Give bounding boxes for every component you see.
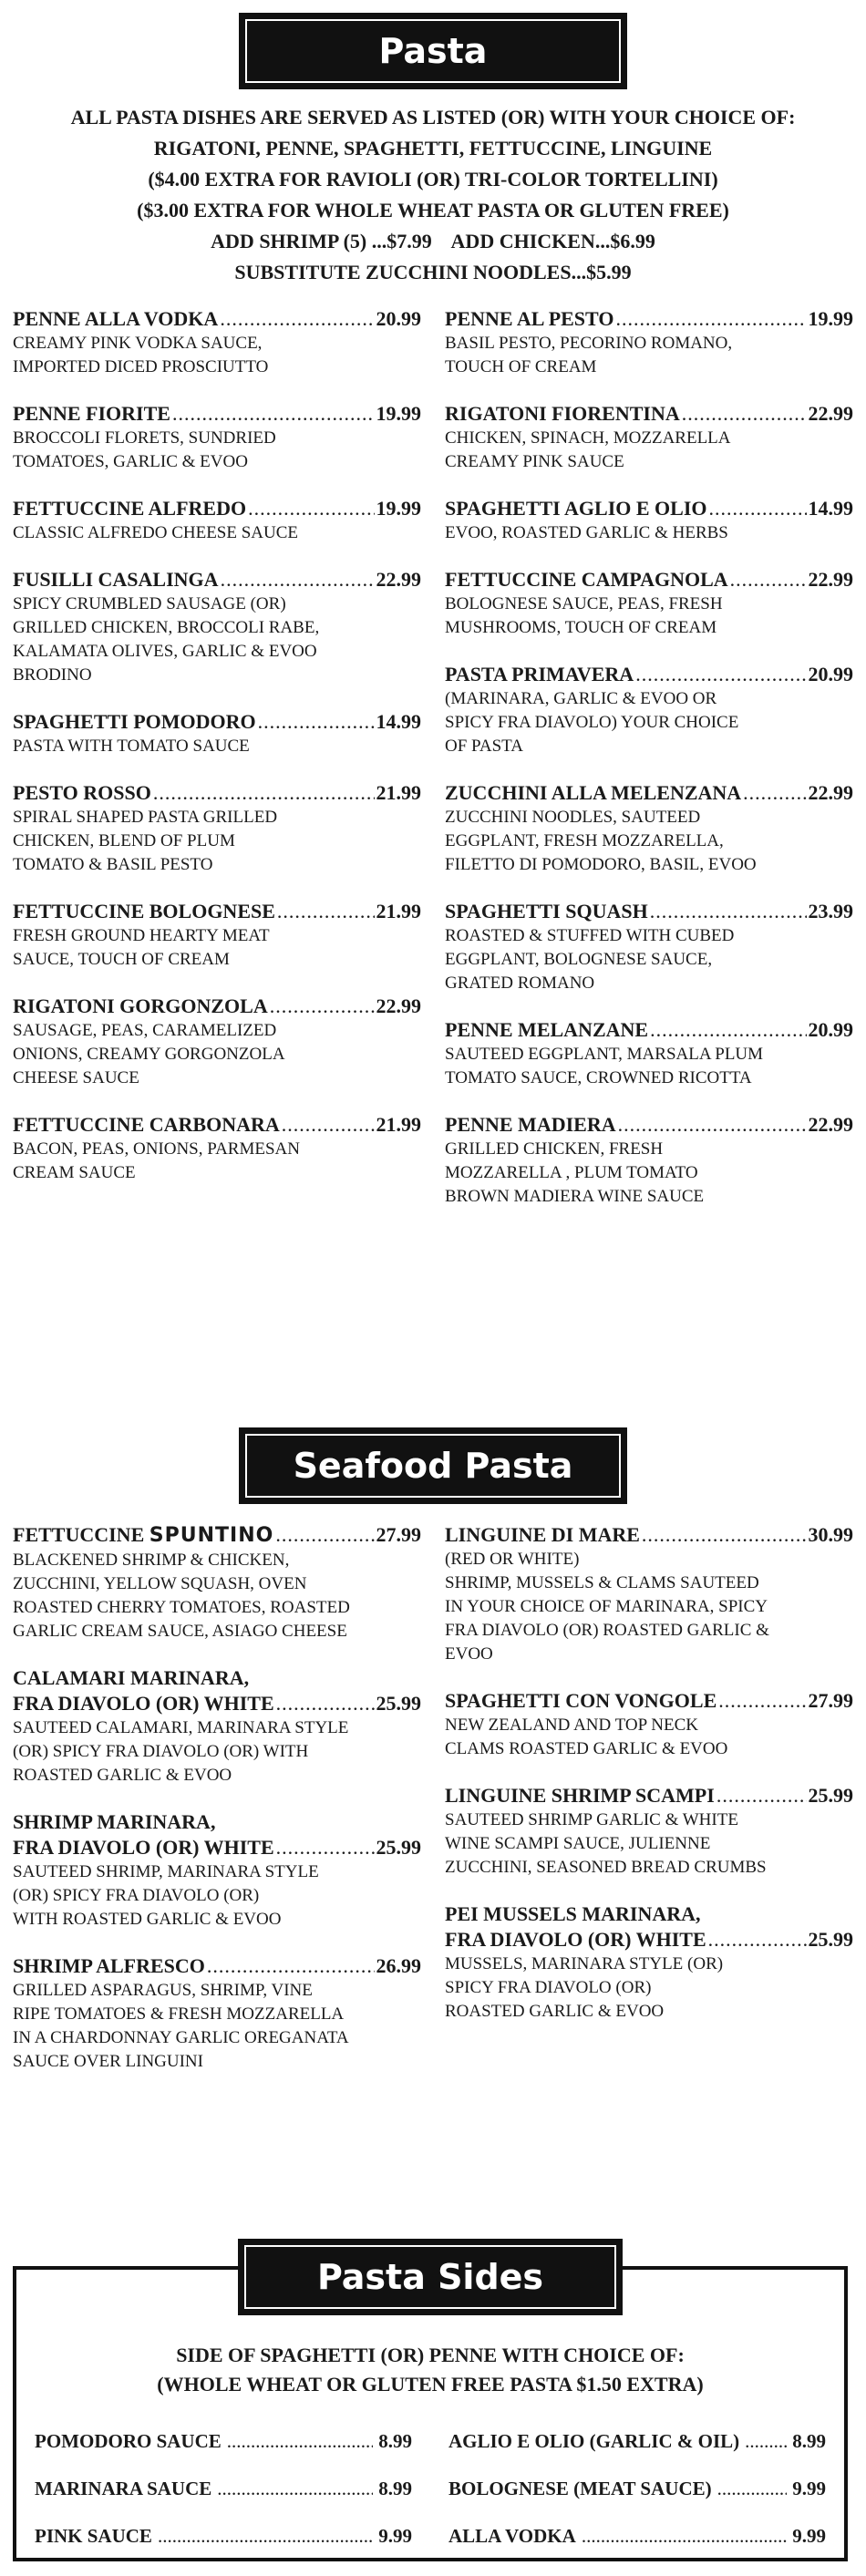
menu-item-description: GARLIC CREAM SAUCE, ASIAGO CHEESE [13,1622,347,1641]
menu-item-description: SPICY FRA DIAVOLO (OR) [445,1978,652,1997]
menu-item-header [13,1522,421,1549]
side-item-name: BOLOGNESE (MEAT SAUCE) [448,2478,712,2499]
menu-item-description: SAUCE OVER LINGUINI [13,2052,203,2071]
sides-right-column [448,2417,826,2560]
menu-item-name-line1: CALAMARI MARINARA, [13,1666,250,1689]
menu-item-description: CHICKEN, BLEND OF PLUM [13,831,235,850]
menu-item-header [445,401,853,427]
menu-item-name-text: FETTUCCINE [13,1523,145,1546]
menu-item [445,1901,853,2024]
menu-item-price: 19.99 [808,307,853,330]
menu-item-description: BROCCOLI FLORETS, SUNDRIED [13,428,276,448]
side-item [448,2465,826,2512]
menu-item-name-line1: SHRIMP MARINARA, [13,1810,216,1833]
menu-item-description: CLASSIC ALFREDO CHEESE SAUCE [13,523,299,542]
leader-dots [282,1112,375,1138]
menu-item-price: 22.99 [808,1113,853,1136]
menu-item [445,1783,853,1880]
pasta-intro-line: SUBSTITUTE ZUCCHINI NOODLES...$5.99 [234,261,632,283]
pasta-left-column [13,306,421,1231]
menu-item [445,496,853,545]
menu-item-description: CHICKEN, SPINACH, MOZZARELLA [445,428,731,448]
side-item [35,2465,412,2512]
menu-item-description: GRILLED CHICKEN, BROCCOLI RABE, [13,618,320,637]
menu-item-name [13,306,218,332]
menu-item [445,1112,853,1209]
seafood-right-column [445,1522,853,2096]
side-item [35,2512,412,2560]
leader-dots [248,496,374,521]
menu-item-description: CREAMY PINK SAUCE [445,452,624,471]
menu-item-name-text: FETTUCCINE CARBONARA [13,1113,280,1136]
menu-item-price: 22.99 [376,994,421,1017]
leader-dots [220,306,374,332]
pasta-intro-line: RIGATONI, PENNE, SPAGHETTI, FETTUCCINE, LINGUINE [153,137,713,160]
pasta-columns [0,306,866,1231]
menu-item-header [13,1953,421,1979]
menu-item-name-text: PENNE MADIERA [445,1113,616,1136]
menu-item-name-text: FRA DIAVOLO (OR) WHITE [445,1928,706,1951]
menu-item-description: SAUCE, TOUCH OF CREAM [13,950,230,969]
menu-item-price: 14.99 [376,710,421,733]
menu-item-description: ROASTED & STUFFED WITH CUBED [445,926,735,945]
menu-item [13,1809,421,1932]
menu-item-description: ZUCCHINI, SEASONED BREAD CRUMBS [445,1858,767,1877]
menu-item-description: SPICY CRUMBLED SAUSAGE (OR) [13,594,286,613]
menu-item-description: ROASTED GARLIC & EVOO [13,1766,232,1785]
sides-banner: Pasta Sides [238,2239,623,2315]
menu-item-description: ZUCCHINI NOODLES, SAUTEED [445,808,701,827]
leader-dots [642,1522,807,1548]
seafood-left-column [13,1522,421,2096]
menu-item [13,1522,421,1643]
side-item [448,2512,826,2560]
menu-item-description: GRATED ROMANO [445,974,595,993]
menu-item-description: BROWN MADIERA WINE SAUCE [445,1187,705,1206]
menu-item-header [13,1112,421,1138]
sides-grid [16,2399,844,2560]
menu-item [13,567,421,687]
menu-item-description: EGGPLANT, BOLOGNESE SAUCE, [445,950,713,969]
menu-item-description: SAUSAGE, PEAS, CARAMELIZED [13,1021,277,1040]
pasta-banner-wrap [0,13,866,89]
menu-item-header [13,306,421,332]
menu-item-description: EVOO [445,1644,493,1664]
menu-item-header [13,496,421,521]
menu-item-header [445,567,853,592]
menu-item-name [445,1112,616,1138]
menu-item-description: SPIRAL SHAPED PASTA GRILLED [13,808,278,827]
menu-item-name [445,401,680,427]
menu-item-description: ONIONS, CREAMY GORGONZOLA [13,1045,285,1064]
menu-item-header [13,994,421,1019]
menu-item-price: 19.99 [376,497,421,520]
side-item-price: 8.99 [378,2430,412,2452]
menu-item [445,567,853,640]
menu-item-description: PASTA WITH TOMATO SAUCE [13,737,250,756]
menu-item-name [445,1783,715,1808]
side-item-name: PINK SAUCE [35,2525,152,2547]
menu-item-price: 20.99 [808,663,853,685]
menu-item-description: TOMATO SAUCE, CROWNED RICOTTA [445,1068,752,1087]
leader-dots [743,780,806,806]
pasta-banner: Pasta [239,13,627,89]
menu-item-price: 22.99 [808,781,853,804]
leader-dots [582,2512,787,2560]
menu-item-price: 27.99 [808,1689,853,1712]
menu-item-name [13,899,275,924]
side-item [35,2417,412,2465]
menu-item-name [13,1112,280,1138]
menu-item-price: 27.99 [376,1523,421,1546]
menu-item-description: EGGPLANT, FRESH MOZZARELLA, [445,831,724,850]
menu-item-description: RIPE TOMATOES & FRESH MOZZARELLA [13,2004,345,2024]
menu-item-price: 19.99 [376,402,421,425]
leader-dots [717,1783,807,1808]
menu-item-description: GRILLED CHICKEN, FRESH [445,1139,664,1159]
menu-item-description: SAUTEED SHRIMP GARLIC & WHITE [445,1810,738,1829]
leader-dots [276,1691,375,1716]
menu-item [13,780,421,877]
menu-item-description: ROASTED CHERRY TOMATOES, ROASTED [13,1598,350,1617]
menu-item-price: 20.99 [808,1018,853,1041]
menu-item [13,1665,421,1788]
menu-item-name [445,662,634,687]
menu-item-price: 30.99 [808,1523,853,1546]
menu-item-name [13,994,268,1019]
menu-item-price: 21.99 [376,1113,421,1136]
side-item-price: 9.99 [378,2525,412,2547]
menu-item-name [13,1835,274,1860]
menu-item-description: FILETTO DI POMODORO, BASIL, EVOO [445,855,757,874]
leader-dots [221,567,375,592]
menu-item-description: WITH ROASTED GARLIC & EVOO [13,1910,282,1929]
menu-item-name-text: FRA DIAVOLO (OR) WHITE [13,1692,274,1715]
menu-item-description: IN YOUR CHOICE OF MARINARA, SPICY [445,1597,768,1616]
menu-item-name [13,401,170,427]
pasta-intro-line: ADD SHRIMP (5) ...$7.99 ADD CHICKEN...$6.99 [211,230,655,252]
menu-item [445,1017,853,1090]
menu-item-description: NEW ZEALAND AND TOP NECK [445,1716,698,1735]
menu-item-description: GRILLED ASPARAGUS, SHRIMP, VINE [13,1981,313,2000]
sides-intro-line: SIDE OF SPAGHETTI (OR) PENNE WITH CHOICE OF: [176,2344,685,2366]
sides-left-column [35,2417,412,2560]
leader-dots [650,1017,806,1043]
menu-item-description: CREAM SAUCE [13,1163,136,1182]
menu-item-header [13,709,421,735]
side-item-name: POMODORO SAUCE [35,2430,222,2452]
menu-item-description: SAUTEED EGGPLANT, MARSALA PLUM [445,1045,764,1064]
menu-item-name-text: SPAGHETTI SQUASH [445,900,648,922]
menu-item-name [13,496,246,521]
menu-item-name-line1: PEI MUSSELS MARINARA, [445,1902,701,1925]
side-item-name: AGLIO E OLIO (GARLIC & OIL) [448,2430,740,2452]
sides-intro-line: (WHOLE WHEAT OR GLUTEN FREE PASTA $1.50 EXTRA) [157,2373,704,2396]
menu-item-price: 20.99 [376,307,421,330]
menu-item-header [445,662,853,687]
menu-item-description: SAUTEED CALAMARI, MARINARA STYLE [13,1718,349,1737]
menu-item-description: (OR) SPICY FRA DIAVOLO (OR) [13,1886,260,1905]
menu-item-name [445,899,648,924]
menu-item [13,709,421,758]
leader-dots [618,1112,807,1138]
menu-item-header [445,1783,853,1808]
menu-item-header [13,567,421,592]
menu-item-price: 25.99 [376,1692,421,1715]
menu-item [13,994,421,1090]
leader-dots [730,567,807,592]
menu-item-price: 23.99 [808,900,853,922]
menu-item-header [13,780,421,806]
menu-item-description: MOZZARELLA , PLUM TOMATO [445,1163,698,1182]
menu-item-header [445,899,853,924]
menu-item-name-text: SPAGHETTI CON VONGOLE [445,1689,717,1712]
menu-item-name [445,1927,706,1953]
seafood-columns [0,1522,866,2096]
menu-item-name [445,1522,640,1548]
menu-item-description: IMPORTED DICED PROSCIUTTO [13,357,269,376]
menu-item-description: MUSSELS, MARINARA STYLE (OR) [445,1954,724,1973]
menu-item-header [445,306,853,332]
menu-item-description: BASIL PESTO, PECORINO ROMANO, [445,334,733,353]
menu-item-name [445,306,613,332]
menu-item-description: CREAMY PINK VODKA SAUCE, [13,334,263,353]
menu-item-name [13,1691,274,1716]
menu-item-name [13,567,219,592]
menu-item-header [445,1112,853,1138]
menu-item-name-text: LINGUINE DI MARE [445,1523,640,1546]
menu-item-name-text: LINGUINE SHRIMP SCAMPI [445,1784,715,1807]
leader-dots [709,496,807,521]
side-item-price: 9.99 [792,2478,826,2499]
menu-item-price: 21.99 [376,781,421,804]
menu-item-header [13,1691,421,1716]
menu-item-description: TOMATO & BASIL PESTO [13,855,213,874]
menu-item-name-text: FETTUCCINE BOLOGNESE [13,900,275,922]
menu-item-price: 25.99 [808,1784,853,1807]
menu-item-name [445,567,728,592]
leader-dots [275,1522,374,1548]
leader-dots [650,899,807,924]
menu-item-name-stylized: SPUNTINO [149,1524,274,1547]
menu-item-name-text: PASTA PRIMAVERA [445,663,634,685]
menu-item-header [13,899,421,924]
menu-item-description: BLACKENED SHRIMP & CHICKEN, [13,1551,290,1570]
pasta-intro-line: ALL PASTA DISHES ARE SERVED AS LISTED (OR) WITH YOUR CHOICE OF: [70,106,796,129]
menu-item [445,662,853,758]
leader-dots [158,2512,373,2560]
menu-item-price: 14.99 [808,497,853,520]
side-item-name: MARINARA SAUCE [35,2478,212,2499]
menu-item-name-text: FETTUCCINE ALFREDO [13,497,247,520]
leader-dots [682,401,807,427]
leader-dots [207,1953,375,1979]
pasta-right-column [445,306,853,1231]
menu-item-name [13,1953,205,1979]
leader-dots [718,1688,806,1714]
seafood-banner: Seafood Pasta [239,1427,627,1504]
leader-dots [277,899,375,924]
menu-item-header [445,780,853,806]
pasta-intro-line: ($4.00 EXTRA FOR RAVIOLI (OR) TRI-COLOR TORTELLINI) [148,168,718,191]
side-item-price: 8.99 [378,2478,412,2499]
side-item-price: 8.99 [792,2430,826,2452]
menu-item-header [445,1927,853,1953]
menu-item-header [445,496,853,521]
menu-item-description: (RED OR WHITE) [445,1550,580,1569]
menu-item-description: KALAMATA OLIVES, GARLIC & EVOO [13,642,317,661]
menu-item-header [445,1522,853,1548]
menu-item-description: ROASTED GARLIC & EVOO [445,2002,665,2021]
side-item-price: 9.99 [792,2525,826,2547]
pasta-intro-line: ($3.00 EXTRA FOR WHOLE WHEAT PASTA OR GLUTEN FREE) [137,199,729,222]
seafood-section [0,1427,866,2096]
pasta-intro [0,102,866,288]
leader-dots [172,401,375,427]
menu-item-name-text: FUSILLI CASALINGA [13,568,219,591]
leader-dots [217,2465,373,2512]
menu-item-header [13,401,421,427]
side-item-name: ALLA VODKA [448,2525,576,2547]
menu-item-name-text: PENNE AL PESTO [445,307,614,330]
menu-item-name-text: PENNE MELANZANE [445,1018,649,1041]
leader-dots [717,2465,788,2512]
menu-item [13,899,421,972]
menu-item [445,1688,853,1761]
menu-item-name [445,496,707,521]
menu-item-header [445,1688,853,1714]
menu-item-description: IN A CHARDONNAY GARLIC OREGANATA [13,2028,349,2047]
menu-item-description: BACON, PEAS, ONIONS, PARMESAN [13,1139,300,1159]
menu-item-price: 25.99 [376,1836,421,1859]
menu-item-name-text: FETTUCCINE CAMPAGNOLA [445,568,728,591]
menu-item-description: (OR) SPICY FRA DIAVOLO (OR) WITH [13,1742,309,1761]
menu-item-description: TOMATOES, GARLIC & EVOO [13,452,248,471]
menu-item-description: CHEESE SAUCE [13,1068,139,1087]
menu-item [445,780,853,877]
menu-item-header [445,1017,853,1043]
menu-item-description: BRODINO [13,665,92,685]
menu-item-header [13,1835,421,1860]
menu-item-price: 26.99 [376,1954,421,1977]
menu-item-name [445,1688,717,1714]
menu-item-name-text: RIGATONI GORGONZOLA [13,994,268,1017]
menu-item-name [445,780,741,806]
sides-intro [16,2341,844,2399]
menu-item-name-text: SPAGHETTI POMODORO [13,710,256,733]
menu-item [445,1522,853,1666]
menu-item-description: SPICY FRA DIAVOLO) YOUR CHOICE [445,713,739,732]
menu-item [445,899,853,995]
menu-item [445,306,853,379]
menu-item-description: MUSHROOMS, TOUCH OF CREAM [445,618,717,637]
leader-dots [615,306,806,332]
menu-item-description: TOUCH OF CREAM [445,357,597,376]
menu-item-name-text: FRA DIAVOLO (OR) WHITE [13,1836,274,1859]
menu-item-description: FRA DIAVOLO (OR) ROASTED GARLIC & [445,1621,769,1640]
leader-dots [635,662,806,687]
leader-dots [745,2417,787,2465]
menu-item-name [445,1017,648,1043]
menu-item-price: 25.99 [808,1928,853,1951]
leader-dots [708,1927,807,1953]
menu-item [13,1953,421,2074]
menu-item-name-text: PENNE FIORITE [13,402,170,425]
menu-item-name-text: PENNE ALLA VODKA [13,307,219,330]
seafood-banner-wrap [0,1427,866,1504]
menu-item-description: CLAMS ROASTED GARLIC & EVOO [445,1739,728,1758]
menu-item-description: ZUCCHINI, YELLOW SQUASH, OVEN [13,1574,307,1593]
menu-item-description: OF PASTA [445,737,523,756]
menu-item [445,401,853,474]
menu-item-description: FRESH GROUND HEARTY MEAT [13,926,270,945]
side-item [448,2417,826,2465]
menu-item-description: EVOO, ROASTED GARLIC & HERBS [445,523,728,542]
menu-item-name-text: RIGATONI FIORENTINA [445,402,680,425]
menu-item-name [13,780,151,806]
sides-banner-wrap [16,2239,844,2315]
pasta-section [0,13,866,1231]
leader-dots [276,1835,375,1860]
menu-item-name [13,709,256,735]
leader-dots [258,709,375,735]
menu-item-price: 22.99 [376,568,421,591]
menu-item-description: (MARINARA, GARLIC & EVOO OR [445,689,717,708]
leader-dots [270,994,375,1019]
menu-item [13,1112,421,1185]
menu-item-name-text: ZUCCHINI ALLA MELENZANA [445,781,742,804]
menu-item-price: 22.99 [808,568,853,591]
menu-item-price: 22.99 [808,402,853,425]
pasta-sides-box [13,2257,848,2561]
leader-dots [227,2417,374,2465]
menu-item-description: BOLOGNESE SAUCE, PEAS, FRESH [445,594,723,613]
menu-item-description: WINE SCAMPI SAUCE, JULIENNE [445,1834,711,1853]
menu-item [13,401,421,474]
menu-item-name [13,1522,273,1549]
leader-dots [153,780,375,806]
menu-item [13,306,421,379]
menu-item-name-text: SPAGHETTI AGLIO E OLIO [445,497,707,520]
menu-item-price: 21.99 [376,900,421,922]
menu-item-name-text: SHRIMP ALFRESCO [13,1954,205,1977]
menu-item-description: SHRIMP, MUSSELS & CLAMS SAUTEED [445,1573,759,1592]
menu-item-description: SAUTEED SHRIMP, MARINARA STYLE [13,1862,319,1881]
menu-item-name-text: PESTO ROSSO [13,781,151,804]
menu-item [13,496,421,545]
